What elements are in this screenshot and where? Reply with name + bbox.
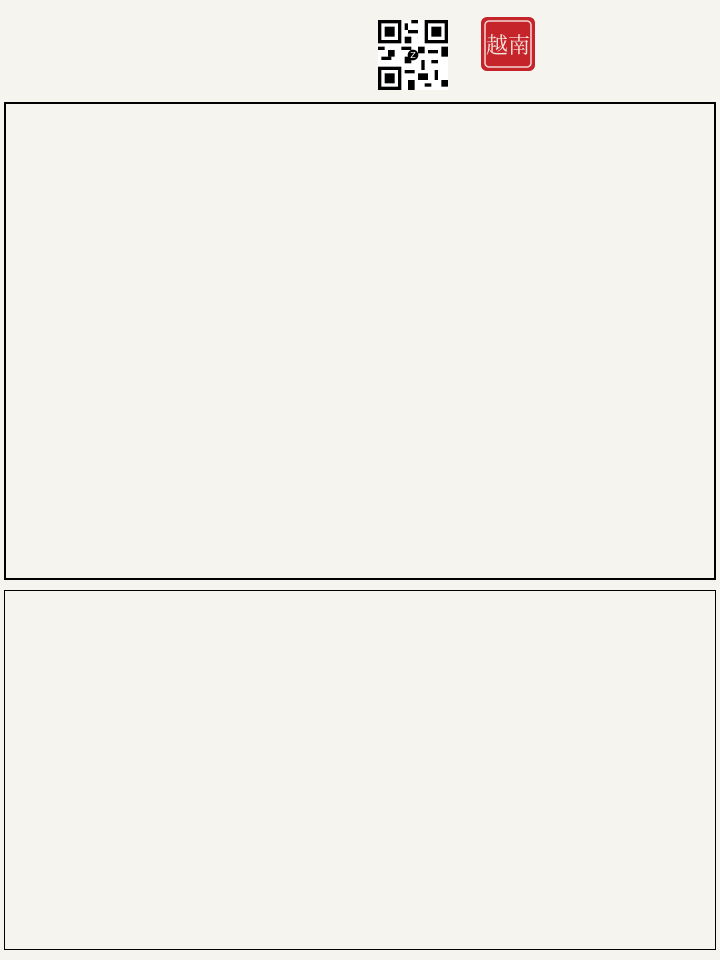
pillars-panel (4, 102, 716, 580)
seal-stamp (478, 14, 538, 74)
annual-grid (4, 590, 716, 950)
svg-text:Z: Z (410, 51, 416, 60)
svg-text:越南: 越南 (485, 34, 531, 59)
qr-code (378, 20, 448, 90)
